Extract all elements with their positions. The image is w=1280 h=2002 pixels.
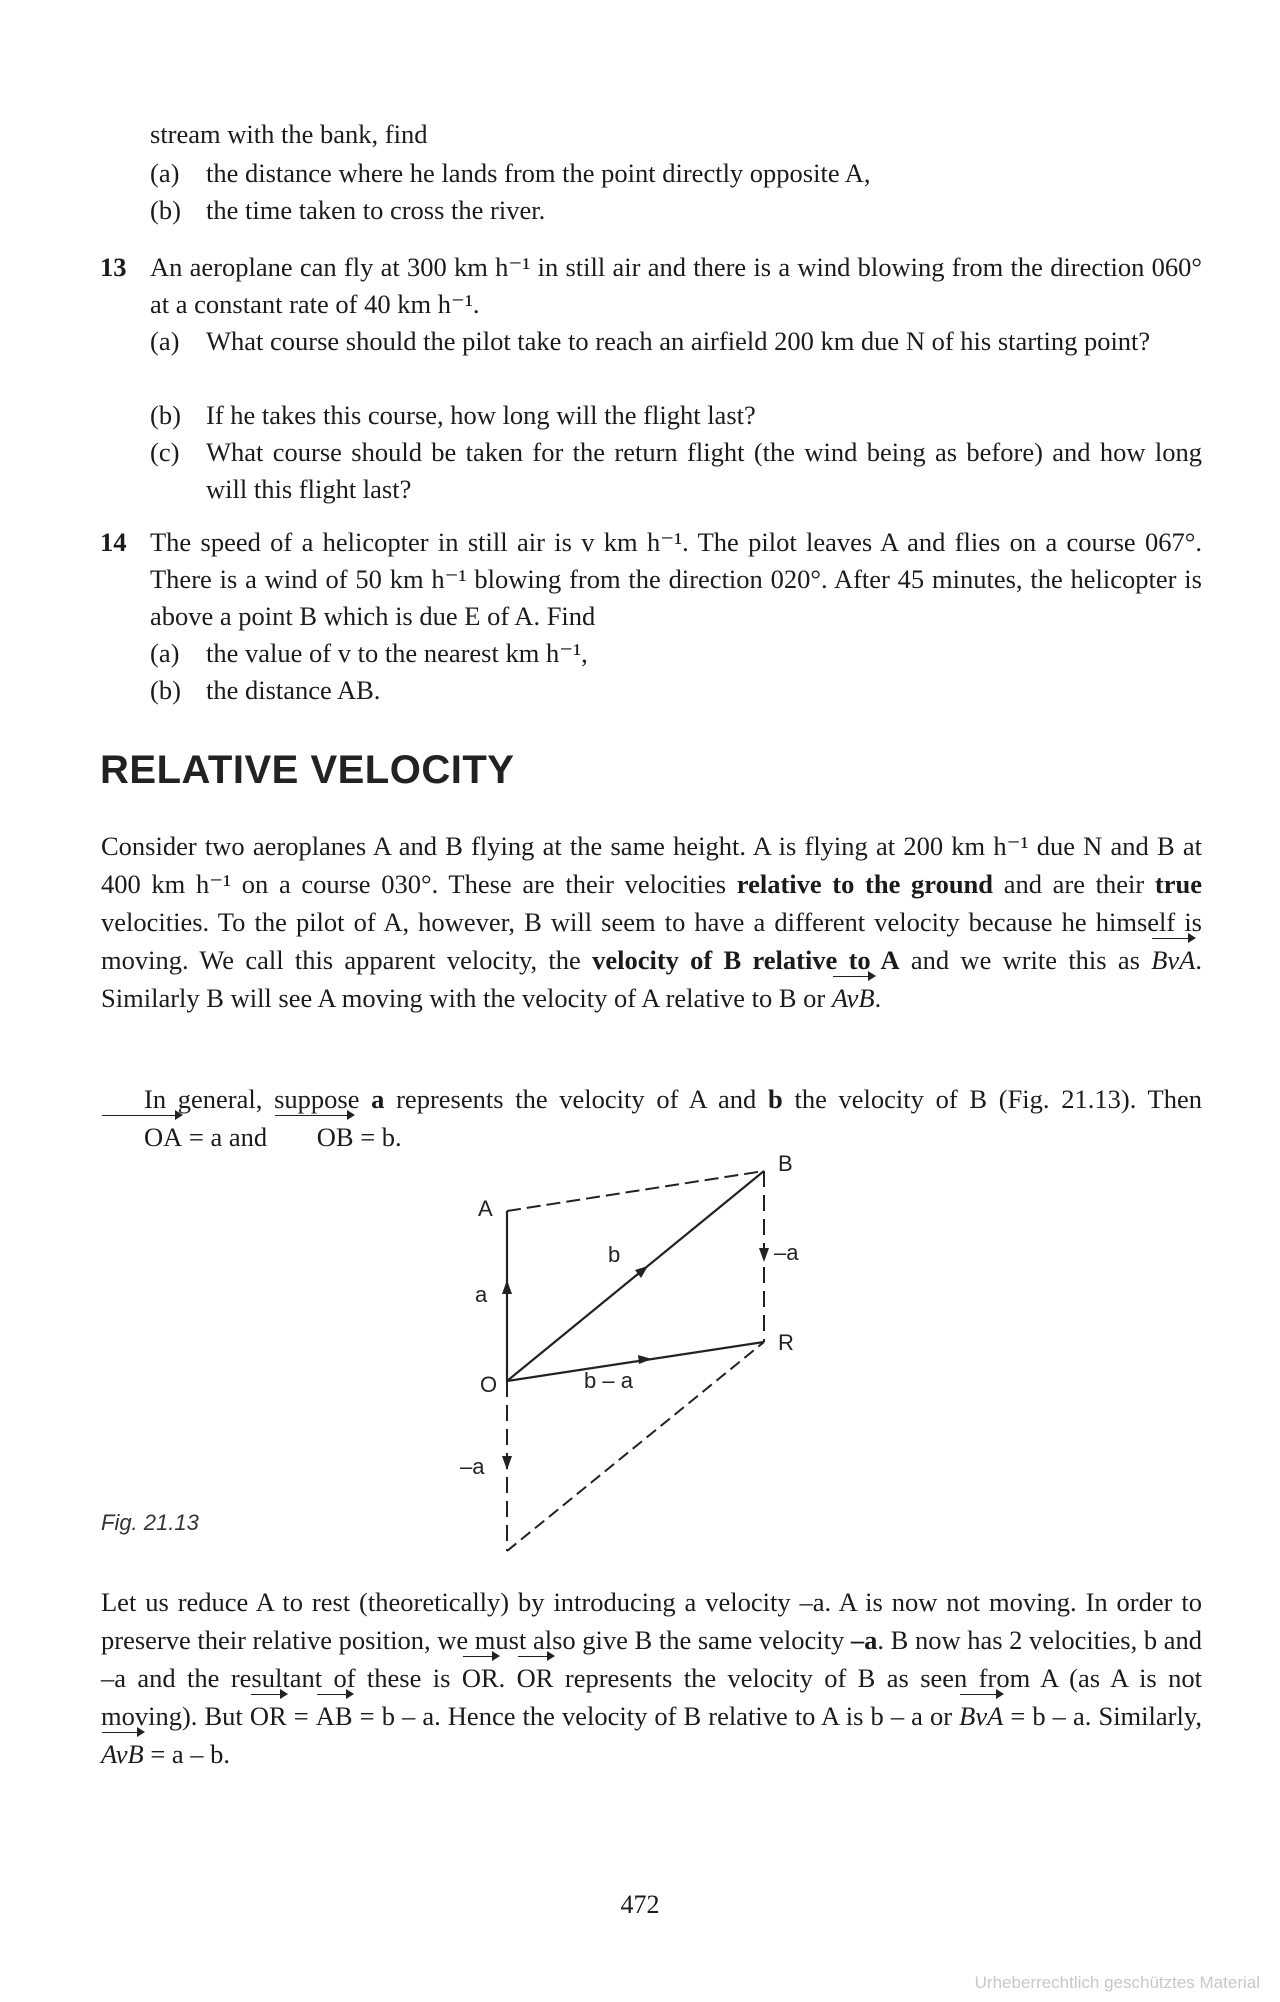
- bold-vector: a: [371, 1084, 385, 1114]
- vector-neg-a-at-b-arrowhead: [759, 1248, 769, 1262]
- text: and are their: [993, 869, 1155, 899]
- text: .: [498, 1663, 517, 1693]
- label-A: A: [478, 1196, 493, 1221]
- vector-b-minus-a-arrowhead: [638, 1355, 652, 1364]
- vector-notation: OR: [517, 1659, 554, 1697]
- part-label: (c): [150, 437, 180, 467]
- paragraph-explanation: [101, 1583, 1202, 1773]
- label-neg-a-right: –a: [774, 1240, 799, 1265]
- vector-notation: OR: [250, 1697, 287, 1735]
- part-label: (a): [150, 638, 180, 668]
- bold-term: relative to the ground: [736, 869, 994, 899]
- label-O: O: [480, 1372, 498, 1397]
- text: =: [286, 1701, 316, 1731]
- part-label: (a): [150, 326, 180, 356]
- segment-bottom-to-r: [507, 1342, 764, 1551]
- text: = a and: [182, 1122, 274, 1152]
- part-label: (b): [150, 675, 181, 705]
- part-label: (b): [150, 400, 181, 430]
- part-label: (b): [150, 195, 181, 225]
- vector-notation: BvA: [1151, 941, 1195, 979]
- vector-notation: OB: [274, 1118, 354, 1156]
- text: represents the velocity of B as seen from A (as A is not moving). But: [101, 1663, 1202, 1731]
- bold-vector: –a: [850, 1625, 878, 1655]
- vector-neg-a-at-o-arrowhead: [502, 1456, 512, 1470]
- vector-notation: AvB: [101, 1735, 144, 1773]
- figure-caption: Fig. 21.13: [101, 1510, 199, 1535]
- text: = b – a. Hence the velocity of B relative to A is b – a or: [352, 1701, 960, 1731]
- section-heading: RELATIVE VELOCITY: [100, 748, 515, 792]
- part-text: What course should be taken for the return flight (the wind being as before) and how long will this flight last?: [206, 437, 1202, 504]
- part-text: the value of v to the nearest km h⁻¹,: [206, 638, 588, 668]
- label-a: a: [475, 1282, 488, 1307]
- text: Consider two aeroplanes A and B flying at the same height. A is flying at 200 km h⁻¹ due N and B at 400 km h⁻¹ on a course 030°. These are their velocities: [101, 831, 1202, 899]
- vector-b-line: [507, 1171, 764, 1381]
- vector-notation: BvA: [959, 1697, 1003, 1735]
- vector-b-minus-a-line: [507, 1342, 764, 1381]
- label-B: B: [778, 1151, 793, 1176]
- bold-term: velocity of B relative to A: [592, 945, 900, 975]
- question-14-intro: The speed of a helicopter in still air is v km h⁻¹. The pilot leaves A and flies on a course 067°. There is a wind of 50 km h⁻¹ blowing from the direction 020°. After 45 minutes, the helicopter is above a point B which is due E of A. Find: [150, 527, 1202, 631]
- part-text: If he takes this course, how long will the flight last?: [206, 400, 756, 430]
- label-R: R: [778, 1330, 794, 1355]
- text: and we write this as: [899, 945, 1152, 975]
- bold-vector: b: [768, 1084, 783, 1114]
- bold-term: true: [1154, 869, 1202, 899]
- page-number: 472: [620, 1890, 660, 1919]
- vector-notation: AvB: [832, 979, 875, 1017]
- part-text: the distance AB.: [206, 675, 381, 705]
- text: represents the velocity of A and: [384, 1084, 769, 1114]
- label-b: b: [608, 1242, 621, 1267]
- question-13-intro: An aeroplane can fly at 300 km h⁻¹ in still air and there is a wind blowing from the direction 060° at a constant rate of 40 km h⁻¹.: [150, 252, 1202, 319]
- text: = a – b.: [143, 1739, 231, 1769]
- label-neg-a-left: –a: [460, 1454, 485, 1479]
- text: In general, suppose: [144, 1084, 372, 1114]
- text: = b.: [353, 1122, 402, 1152]
- text: = b – a. Similarly,: [1003, 1701, 1203, 1731]
- vector-notation: AB: [316, 1697, 353, 1735]
- text: velocities. To the pilot of A, however, B will seem to have a different velocity because he himself is moving. We call this apparent velocity, the: [101, 907, 1202, 975]
- question-13-number: 13: [100, 252, 127, 282]
- vector-notation: OR: [462, 1659, 499, 1697]
- label-b-minus-a: b – a: [584, 1368, 633, 1393]
- segment-ab: [507, 1171, 764, 1211]
- part-label: (a): [150, 158, 180, 188]
- question-14-number: 14: [100, 527, 127, 557]
- part-text: the distance where he lands from the point directly opposite A,: [206, 158, 871, 188]
- text: . B now has 2 velocities, b and –a and the resultant of these is: [101, 1625, 1202, 1693]
- text: Let us reduce A to rest (theoretically) by introducing a velocity –a. A is now not moving. In order to preserve their relative position, we must also give B the same velocity: [101, 1587, 1202, 1655]
- vector-notation: OA: [101, 1118, 182, 1156]
- text: .: [874, 983, 882, 1013]
- vector-a-arrowhead: [502, 1280, 512, 1294]
- watermark: Urheberrechtlich geschütztes Material: [974, 1973, 1260, 1992]
- text: the velocity of B (Fig. 21.13). Then: [782, 1084, 1202, 1114]
- text: . Similarly B will see A moving with the velocity of A relative to B or: [101, 945, 1202, 1013]
- part-text: the time taken to cross the river.: [206, 195, 546, 225]
- part-text: What course should the pilot take to reach an airfield 200 km due N of his starting point?: [206, 326, 1151, 356]
- prev-exercise-line: stream with the bank, find: [150, 119, 428, 149]
